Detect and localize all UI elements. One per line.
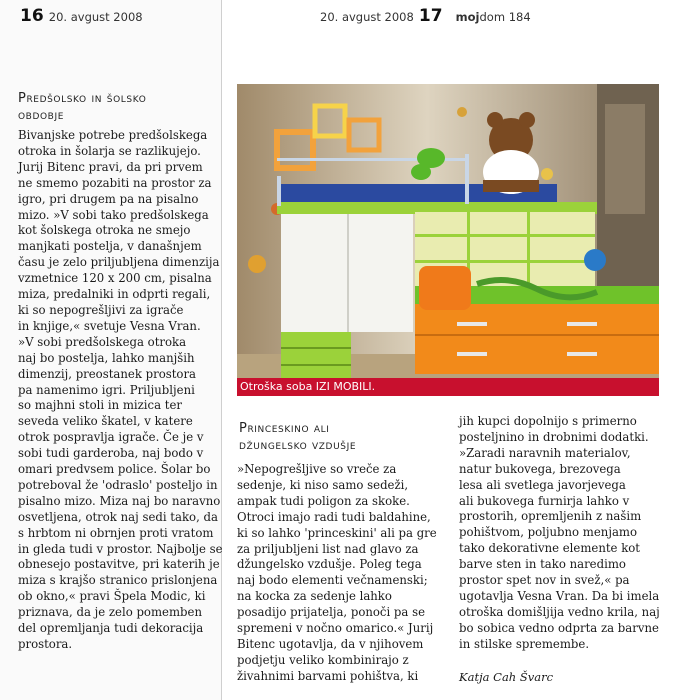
text-line: naj bodo elementi večnamenski; [237,573,428,588]
text-line: prostora. [18,637,73,651]
text-line: osvetljena, otrok naj sedi tako, da [18,509,218,524]
kids-room-illustration [237,84,659,396]
text-line: priznava, da je zelo pomemben [18,605,202,620]
text-line: Jurij Bitenc pravi, da pri prvem [18,159,203,174]
text-line: živahnimi barvami pohištva, ki [237,668,419,683]
left-section-title: Predšolsko in šolsko obdobje [18,91,147,123]
text-line: džungelsko vzdušje. Poleg tega [237,557,422,572]
text-line: s hrbtom ni obrnjen proti vratom [18,525,214,540]
text-line: spremeni v nočno omarico.« Jurij [237,621,434,636]
text-line: ampak tudi poligon za skoke. [237,493,410,508]
text-line: natur bukovega, brezovega [459,461,621,476]
author-signature: Katja Cah Švarc [459,670,554,684]
text-line: dimenzij, preostanek prostora [18,366,197,381]
text-line: del opremljanja tudi dekoracija [18,621,204,636]
left-page-date: 20. avgust 2008 [48,10,143,24]
text-line: igro, pri drugem pa na pisalno [18,191,199,206]
text-line: »V sobi predšolskega otroka [18,334,187,349]
left-page-number: 16 [20,6,44,26]
right-section-title: Princeskino ali džungelsko vzdušje [239,421,357,453]
text-line: ki so nepogrešljivi za igrače [18,302,184,317]
text-line: pa namenimo igri. Priljubljeni [18,382,195,397]
text-line: Otroci imajo radi tudi baldahine, [237,509,431,524]
text-line: ne smemo pozabiti na prostor za [18,175,212,190]
text-line: Bivanjske potrebe predšolskega [18,128,208,142]
right-page-header [320,6,531,26]
left-article-body [18,128,223,653]
text-line: Bitenc ugotavlja, da v njihovem [237,636,424,651]
text-line: vzmetnice 120 x 200 cm, pisalna [18,271,212,286]
right-article-column-2 [459,414,660,653]
text-line: za priljubljeni list nad glavo za [237,541,419,556]
text-line: »Zaradi naravnih materialov, [459,445,631,460]
text-line: podjetju veliko kombinirajo z [237,652,409,667]
text-line: so majhni stoli in mizica ter [18,398,182,413]
text-line: sedenje, ki niso samo sedeži, [237,477,409,492]
text-line: času je zelo priljubljena dimenzija [18,255,220,270]
text-line: prostor spet nov in svež,« pa [459,573,630,588]
right-article-column-1 [237,462,437,685]
text-line: bo sobica vedno odprta za barvne [459,620,659,635]
text-line: ali bukovega furnirja lahko v [459,493,630,508]
text-line: obnesejo postavitve, pri katerih je [18,557,220,572]
text-line: na kocka za sedenje lahko [237,589,392,604]
right-page-date: 20. avgust 2008 [320,10,414,24]
text-line: kot šolskega otroka ne smejo [18,223,191,238]
text-line: ki so lahko 'princeskini' ali pa gre [237,525,437,540]
text-line: manjkati postelja, v današnjem [18,239,202,254]
text-line: pohištvom, poljubno menjamo [459,525,638,540]
magazine-name: mojdom 184 [455,10,531,24]
text-line: prostorih, opremljenih z našim [459,509,642,524]
text-line: mizo. »V sobi tako predšolskega [18,207,209,222]
text-line: in stilske spremembe. [459,636,590,651]
text-line: posadijo prijatelja, ponoči pa se [237,605,426,620]
text-line: miza, predalniki in odprti regali, [18,287,211,302]
text-line: miza s krajšo stranico prislonjena [18,573,218,588]
room-photo [237,84,659,396]
text-line: otroka in šolarja se razlikujejo. [18,143,201,158]
left-page [0,0,222,700]
text-line: pisalno mizo. Miza naj bo naravno [18,493,221,508]
text-line: seveda veliko škatel, v katere [18,414,193,429]
text-line: potreboval že 'odraslo' posteljo in [18,477,218,492]
text-line: omari predvsem police. Šolar bo [18,462,211,477]
text-line: otrok pospravlja igrače. Če je v [18,430,204,445]
text-line: sobi tudi garderoba, naj bodo v [18,446,204,461]
text-line: naj bo postelja, lahko manjših [18,350,195,365]
text-line: in gleda tudi v prostor. Najbolje se [18,541,223,556]
text-line: »Nepogrešljive so vreče za [237,462,397,476]
text-line: otroška domišljija vedno krila, naj [459,604,660,619]
text-line: lesa ali svetlega javorjevega [459,477,626,492]
text-line: ob okno,« pravi Špela Modic, ki [18,589,206,604]
text-line: tako dekorativne elemente kot [459,541,641,556]
text-line: in knjige,« svetuje Vesna Vran. [18,318,201,333]
text-line: ugotavlja Vesna Vran. Da bi imela [459,588,660,603]
text-line: jih kupci dopolnijo s primerno [459,414,637,428]
left-page-header [20,6,143,26]
right-page-number: 17 [418,6,443,26]
photo-caption: Otroška soba IZI MOBILI. [237,378,659,396]
right-page [223,0,676,700]
text-line: barve sten in tako naredimo [459,557,626,572]
text-line: posteljnino in drobnimi dodatki. [459,429,649,444]
